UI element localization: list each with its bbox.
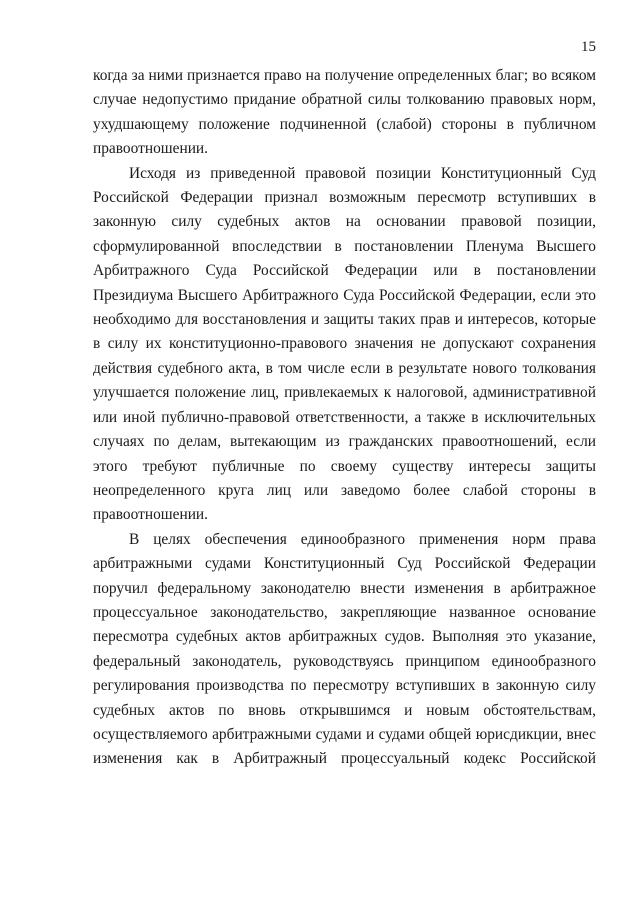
document-body — [93, 64, 596, 772]
paragraph-uniform-application: В целях обеспечения единообразного применения норм права арбитражными судами Конституционный Суд Российской Федерации поручил федеральному законодателю внести изменения в арбитражное процессуальное законодательство, закрепляющие названное основание пересмотра судебных актов арбитражных судов. Выполняя это указание, федеральный законодатель, руководствуясь принципом единообразного регулирования производства по пересмотру вступивших в законную силу судебных актов по вновь открывшимся и новым обстоятельствам, осуществляемого арбитражными судами и судами общей юрисдикции, внес изменения как в Арбитражный процессуальный кодекс Российской — [93, 530, 596, 768]
page-number: 15 — [581, 39, 596, 55]
paragraph-continuation: когда за ними признается право на получение определенных благ; во всяком случае недопустимо придание обратной силы толкованию правовых норм, ухудшающему положение подчиненной (слабой) стороны в публичном правоотношении. — [93, 67, 596, 158]
paragraph-legal-position: Исходя из приведенной правовой позиции Конституционный Суд Российской Федерации признал возможным пересмотр вступивших в законную силу судебных актов на основании правовой позиции, сформулированной впоследствии в постановлении Пленума Высшего Арбитражного Суда Российской Федерации или в постановлении Президиума Высшего Арбитражного Суда Российской Федерации, если это необходимо для восстановления и защиты таких прав и интересов, которые в силу их конституционно-правового значения не допускают сохранения действия судебного акта, в том числе если в результате нового толкования улучшается положение лиц, привлекаемых к налоговой, административной или иной публично-правовой ответственности, а также в исключительных случаях по делам, вытекающим из гражданских правоотношений, если этого требуют публичные по своему существу интересы защиты неопределенного круга лиц или заведомо более слабой стороны в правоотношении. — [93, 164, 596, 524]
